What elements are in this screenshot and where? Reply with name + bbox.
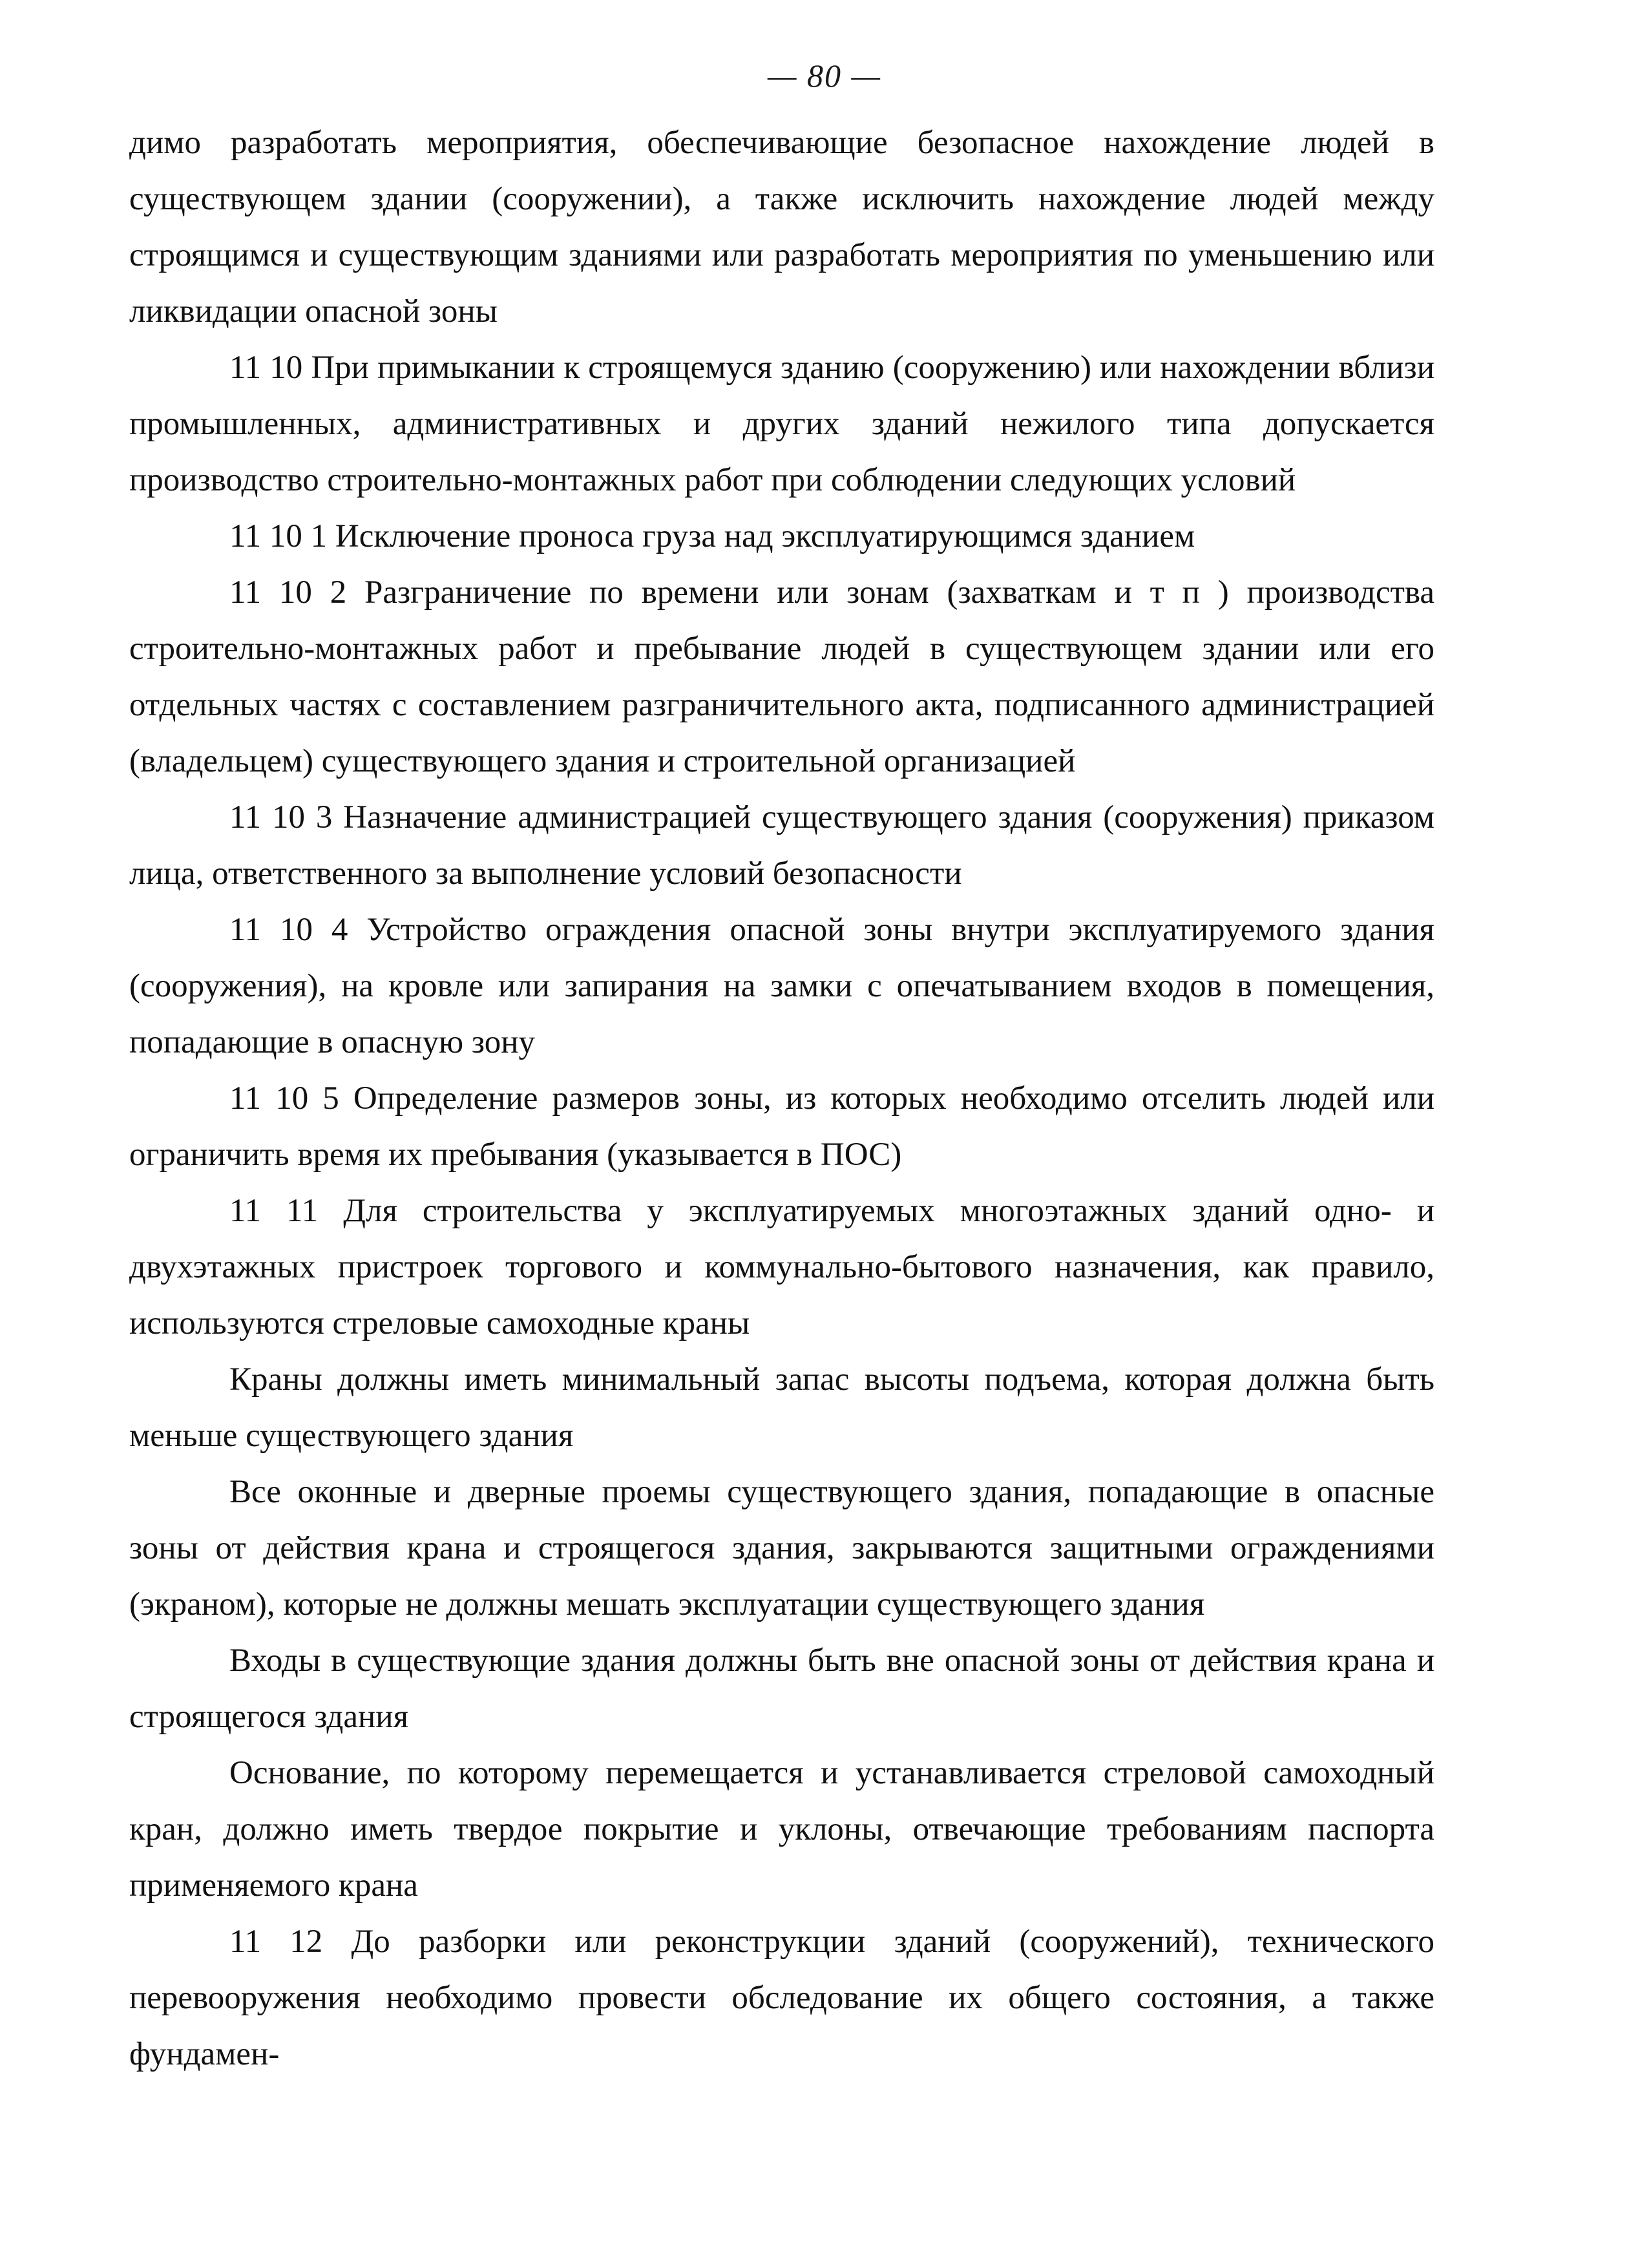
paragraph-11-10-3: 11 10 3 Назначение администрацией существующего здания (сооружения) приказом лица, ответственного за выполнение условий безопасности	[129, 799, 1434, 892]
paragraph-11-10-2: 11 10 2 Разграничение по времени или зонам (захваткам и т п ) производства строительно-монтажных работ и пребывание людей в существующем здании или его отдельных частях с составлением разграничительного акта, подписанного администрацией (владельцем) существующего здания и строительной организацией	[129, 574, 1434, 779]
paragraph-crane-base: Основание, по которому перемещается и устанавливается стреловой самоходный кран, должно иметь твердое покрытие и уклоны, отвечающие требованиям паспорта применяемого крана	[129, 1755, 1434, 1904]
document-body	[129, 115, 1434, 2083]
paragraph-window-openings: Все оконные и дверные проемы существующего здания, попадающие в опасные зоны от действия крана и строящегося здания, закрываются защитными ограждениями (экраном), которые не должны мешать эксплуатации существующего здания	[129, 1474, 1434, 1622]
paragraph-continuation: димо разработать мероприятия, обеспечивающие безопасное нахождение людей в существующем здании (сооружении), а также исключить нахождение людей между строящимся и существующим зданиями или разработать мероприятия по уменьшению или ликвидации опасной зоны	[129, 125, 1434, 330]
paragraph-11-10-5: 11 10 5 Определение размеров зоны, из которых необходимо отселить людей или ограничить время их пребывания (указывается в ПОС)	[129, 1080, 1434, 1173]
paragraph-entrances: Входы в существующие здания должны быть вне опасной зоны от действия крана и строящегося здания	[129, 1643, 1434, 1735]
paragraph-11-10-1: 11 10 1 Исключение проноса груза над эксплуатирующимся зданием	[229, 518, 1195, 554]
paragraph-11-12: 11 12 До разборки или реконструкции зданий (сооружений), технического перевооружения необходимо провести обследование их общего состояния, а также фундамен-	[129, 1924, 1434, 2072]
paragraph-11-10-4: 11 10 4 Устройство ограждения опасной зоны внутри эксплуатируемого здания (сооружения), на кровле или запирания на замки с опечатыванием входов в помещения, попадающие в опасную зону	[129, 912, 1434, 1060]
paragraph-cranes-height: Краны должны иметь минимальный запас высоты подъема, которая должна быть меньше существующего здания	[129, 1361, 1434, 1454]
page-number: — 80 —	[768, 58, 881, 94]
paragraph-11-10: 11 10 При примыкании к строящемуся зданию (сооружению) или нахождении вблизи промышленных, административных и других зданий нежилого типа допускается производство строительно-монтажных работ при соблюдении следующих условий	[129, 350, 1434, 498]
paragraph-11-11: 11 11 Для строительства у эксплуатируемых многоэтажных зданий одно- и двухэтажных пристроек торгового и коммунально-бытового назначения, как правило, используются стреловые самоходные краны	[129, 1193, 1434, 1341]
